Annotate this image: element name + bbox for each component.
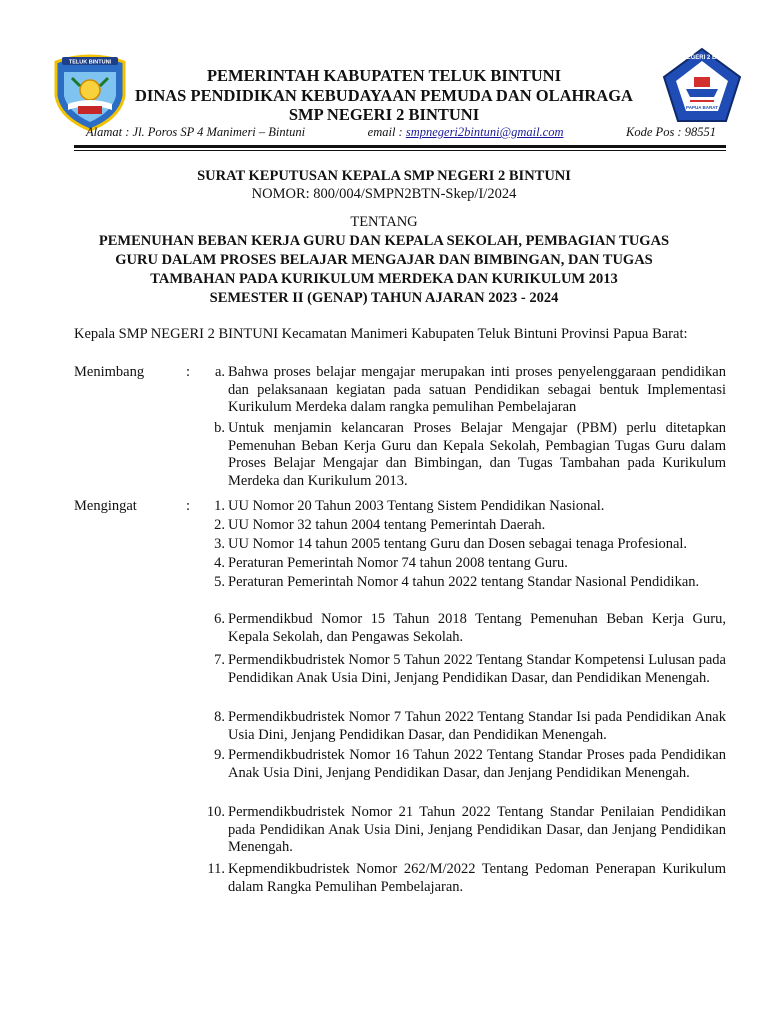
subject-line: TAMBAHAN PADA KURIKULUM MERDEKA DAN KURIKULUM 2013 (150, 271, 618, 287)
letterhead-school: SMP NEGERI 2 BINTUNI (288, 105, 480, 124)
item-number: 9. (214, 747, 225, 763)
subject-line: PEMENUHAN BEBAN KERJA GURU DAN KEPALA SEKOLAH, PEMBAGIAN TUGAS (98, 233, 670, 249)
item-text: Untuk menjamin kelancaran Proses Belajar Mengajar (PBM) perlu ditetapkan Pemenuhan Beban Kerja Guru dan Kepala Sekolah, Pembagian Tugas Guru dalam Proses Belajar Mengajar dan Bimbingan, dan Tugas Tambahan pada Kurikulum Merdeka dan Kurikulum 2013. (228, 420, 726, 489)
smp-negeri-2-bintuni-badge-logo (660, 47, 744, 123)
subject-line: GURU DALAM PROSES BELAJAR MENGAJAR DAN BIMBINGAN, DAN TUGAS (115, 252, 653, 268)
item-text: Permendikbud Nomor 15 Tahun 2018 Tentang Pemenuhan Beban Kerja Guru, Kepala Sekolah, dan Pengawas Sekolah. (228, 611, 726, 645)
right-logo-caption: SMP NEGERI 2 BINTUNI (667, 55, 737, 61)
item-text: UU Nomor 20 Tahun 2003 Tentang Sistem Pendidikan Nasional. (228, 498, 605, 514)
item-number: a. (214, 364, 225, 380)
item-text: Kepmendikbudristek Nomor 262/M/2022 Tentang Pedoman Penerapan Kurikulum dalam Rangka Pemulihan Pembelajaran. (228, 861, 726, 895)
mengingat-label: Mengingat (74, 498, 137, 514)
menimbang-label: Menimbang (74, 364, 145, 380)
item-number: 11. (207, 861, 225, 877)
decree-title: SURAT KEPUTUSAN KEPALA SMP NEGERI 2 BINTUNI (197, 168, 571, 184)
item-text: UU Nomor 32 tahun 2004 tentang Pemerintah Daerah. (228, 517, 546, 533)
item-number: 2. (214, 517, 225, 533)
left-logo-caption: TELUK BINTUNI (68, 59, 112, 66)
email-link[interactable]: smpnegeri2bintuni@gmail.com (405, 125, 564, 139)
item-text: Permendikbudristek Nomor 21 Tahun 2022 Tentang Standar Penilaian Pendidikan pada Pendidikan Anak Usia Dini, Jenjang Pendidikan Dasar, dan Jenjang Pendidikan Menengah. (228, 804, 726, 855)
letterhead-department: DINAS PENDIDIKAN KEBUDAYAAN PEMUDA DAN OLAHRAGA (135, 86, 633, 105)
letterhead-government: PEMERINTAH KABUPATEN TELUK BINTUNI (206, 66, 562, 85)
item-number: 4. (214, 555, 225, 571)
email-group (368, 125, 564, 140)
mengingat-colon: : (186, 498, 191, 514)
menimbang-colon: : (186, 364, 191, 380)
right-logo-subcaption: PAPUA BARAT (686, 105, 718, 110)
subject-line: SEMESTER II (GENAP) TAHUN AJARAN 2023 - 2024 (209, 290, 559, 306)
letterhead-divider-thin (74, 150, 726, 151)
email-label: email : (367, 125, 403, 139)
item-text: Permendikbudristek Nomor 16 Tahun 2022 Tentang Standar Proses pada Pendidikan Anak Usia Dini, Jenjang Pendidikan Dasar, dan Jenjang Pendidikan Menengah. (228, 747, 726, 781)
item-number: 1. (214, 498, 225, 514)
item-text: Permendikbudristek Nomor 7 Tahun 2022 Tentang Standar Isi pada Pendidikan Anak Usia Dini, Jenjang Pendidikan Dasar, dan Pendidikan Menengah. (228, 709, 726, 743)
letterhead-contact-line (86, 125, 716, 140)
item-text: Peraturan Pemerintah Nomor 4 tahun 2022 tentang Standar Nasional Pendidikan. (228, 574, 700, 590)
item-text: Bahwa proses belajar mengajar merupakan inti proses penyelenggaraan pendidikan dan pelaksanaan kegiatan pada satuan Pendidikan sebagai bentuk Implementasi Kurikulum Merdeka dalam rangka pemulihan Pembelajaran (228, 364, 726, 415)
item-number: 3. (214, 536, 225, 552)
item-text: Peraturan Pemerintah Nomor 74 tahun 2008 tentang Guru. (228, 555, 568, 571)
letterhead-divider-thick (74, 145, 726, 148)
item-text: UU Nomor 14 tahun 2005 tentang Guru dan Dosen sebagai tenaga Profesional. (228, 536, 688, 552)
item-number: b. (214, 420, 225, 436)
item-text: Permendikbudristek Nomor 5 Tahun 2022 Tentang Standar Kompetensi Lulusan pada Pendidikan Anak Usia Dini, Jenjang Pendidikan Dasar, dan Pendidikan Menengah. (228, 652, 726, 686)
decree-about: TENTANG (350, 214, 418, 230)
item-number: 10. (206, 804, 225, 820)
intro-paragraph: Kepala SMP NEGERI 2 BINTUNI Kecamatan Manimeri Kabupaten Teluk Bintuni Provinsi Papua Barat: (74, 326, 688, 342)
school-address: Alamat : Jl. Poros SP 4 Manimeri – Bintuni (86, 125, 306, 139)
decree-number: NOMOR: 800/004/SMPN2BTN-Skep/I/2024 (251, 186, 517, 202)
item-number: 6. (214, 611, 225, 627)
postal-code: Kode Pos : 98551 (626, 125, 716, 139)
item-number: 7. (214, 652, 225, 668)
item-number: 8. (214, 709, 225, 725)
item-number: 5. (214, 574, 225, 590)
